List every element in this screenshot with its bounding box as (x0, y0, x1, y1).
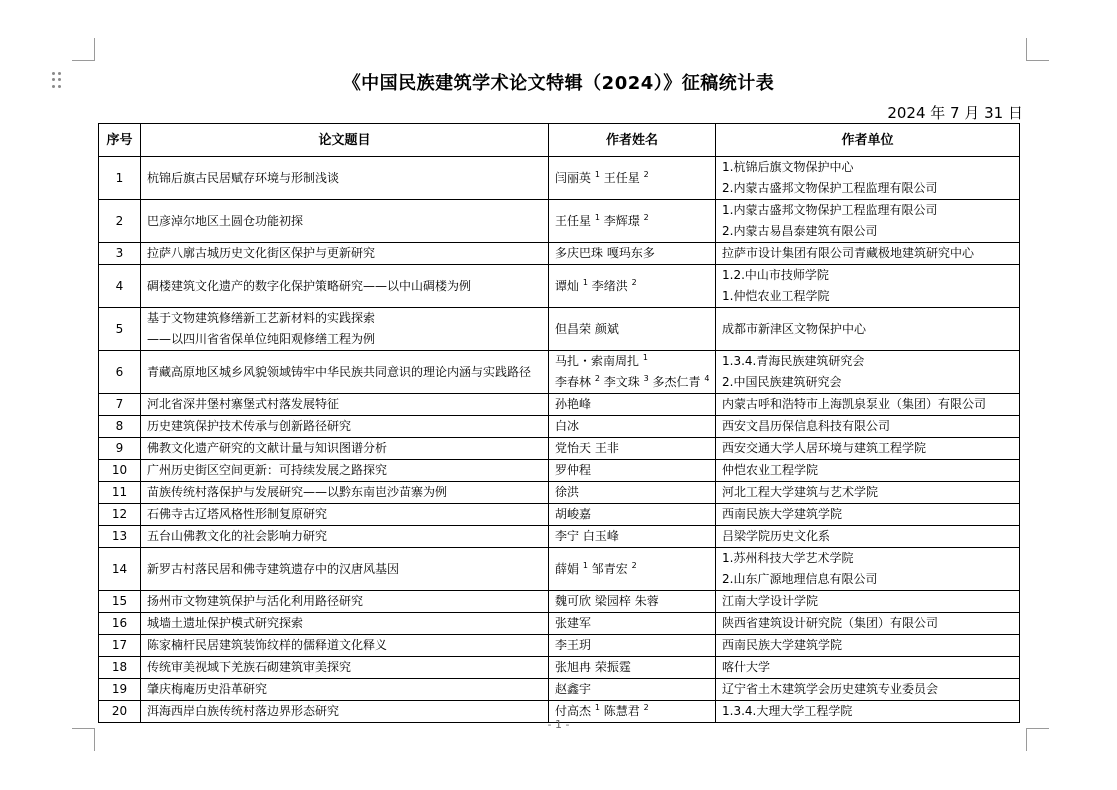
paper-title-line: 城墙土遗址保护模式研究探索 (147, 616, 304, 630)
author-name: 付高杰 (555, 704, 592, 718)
paper-title-line: 广州历史街区空间更新：可持续发展之路探究 (147, 463, 388, 477)
author-name: 徐洪 (555, 485, 580, 499)
author-affiliation-marker: 4 (704, 374, 710, 383)
paper-title (141, 157, 549, 200)
author-name: 嘎玛东多 (606, 246, 655, 260)
author-names (549, 635, 716, 657)
author-affiliation-marker: 1 (642, 353, 648, 362)
author-units (716, 460, 1020, 482)
table-row (99, 591, 1020, 613)
paper-title-line: 肇庆梅庵历史沿革研究 (147, 682, 268, 696)
paper-title-line: 巴彦淖尔地区土圆仓功能初探 (147, 213, 304, 228)
paper-title-line: 苗族传统村落保护与发展研究——以黔东南岜沙苗寨为例 (147, 485, 448, 499)
document-title: 《中国民族建筑学术论文特辑（2024）》征稿统计表 (342, 73, 775, 94)
paper-title (141, 613, 549, 635)
author-affiliation-marker: 1 (594, 703, 600, 712)
author-name: 多庆巴珠 (555, 246, 604, 260)
author-unit-line: 西安交通大学人居环境与建筑工程学院 (722, 441, 927, 455)
paper-title-line: 陈家楠杆民居建筑装饰纹样的儒释道文化释义 (147, 638, 388, 652)
author-affiliation-marker: 2 (594, 374, 600, 383)
author-units (716, 526, 1020, 548)
author-names (549, 438, 716, 460)
author-affiliation-marker: 1 (594, 169, 600, 179)
author-names (549, 657, 716, 679)
document-date: 2024 年 7 月 31 日 (887, 104, 1023, 122)
row-number: 5 (99, 308, 141, 351)
author-unit-line: 陕西省建筑设计研究院（集团）有限公司 (722, 616, 939, 630)
header-no: 序号 (99, 124, 141, 157)
author-line (555, 319, 709, 340)
paper-title-line: 五台山佛教文化的社会影响力研究 (147, 529, 328, 543)
row-number: 20 (99, 701, 141, 723)
submission-table (98, 123, 1020, 723)
author-affiliation-marker: 2 (643, 169, 649, 179)
author-line (555, 504, 709, 525)
author-name: 罗仲程 (555, 463, 592, 477)
author-line (555, 394, 709, 415)
author-line (555, 526, 709, 547)
author-line (555, 635, 709, 656)
author-units (716, 482, 1020, 504)
author-line (555, 438, 709, 459)
author-name: 李文珠 (603, 375, 640, 389)
author-unit-line: 2.中国民族建筑研究会 (722, 375, 842, 389)
author-unit-line: 2.内蒙古盛邦文物保护工程监理有限公司 (722, 181, 938, 195)
table-row (99, 482, 1020, 504)
row-number: 19 (99, 679, 141, 701)
row-number: 1 (99, 157, 141, 200)
author-line (555, 351, 709, 372)
author-name: 邹青宏 (591, 561, 628, 576)
row-number: 6 (99, 351, 141, 394)
author-units (716, 613, 1020, 635)
author-name: 张旭冉 (555, 660, 592, 674)
author-line (555, 416, 709, 437)
author-names (549, 200, 716, 243)
row-number: 9 (99, 438, 141, 460)
author-name: 白冰 (555, 419, 580, 433)
header-title: 论文题目 (141, 124, 549, 157)
author-line (555, 657, 709, 678)
table-row (99, 460, 1020, 482)
row-number: 12 (99, 504, 141, 526)
author-line (555, 460, 709, 481)
author-affiliation-marker: 2 (631, 560, 637, 570)
paper-title (141, 308, 549, 351)
paper-title (141, 200, 549, 243)
author-line (555, 276, 709, 297)
page-corner-mark-bottom-right (1026, 728, 1049, 751)
paper-title-line: 河北省深井堡村寨堡式村落发展特征 (147, 397, 340, 411)
author-unit-line: 仲恺农业工程学院 (722, 463, 819, 477)
author-units (716, 657, 1020, 679)
author-units (716, 265, 1020, 308)
author-unit-line: 拉萨市设计集团有限公司青藏极地建筑研究中心 (722, 246, 975, 260)
author-line (555, 679, 709, 700)
author-unit-line: 河北工程大学建筑与艺术学院 (722, 485, 879, 499)
row-number: 11 (99, 482, 141, 504)
author-unit-line: 喀什大学 (722, 660, 771, 674)
paper-title-line: 杭锦后旗古民居赋存环境与形制浅谈 (147, 170, 340, 185)
author-unit-line: 西安文昌历保信息科技有限公司 (722, 419, 891, 433)
paper-title-line: 洱海西岸白族传统村落边界形态研究 (147, 704, 340, 718)
author-name: 梁园梓 (594, 594, 631, 608)
author-affiliation-marker: 1 (582, 277, 588, 287)
paper-title-line: 新罗古村落民居和佛寺建筑遗存中的汉唐风基因 (147, 561, 400, 576)
table-row (99, 679, 1020, 701)
author-unit-line: 江南大学设计学院 (722, 594, 819, 608)
paper-title-line: 历史建筑保护技术传承与创新路径研究 (147, 419, 352, 433)
paper-title (141, 243, 549, 265)
author-name: 但昌荣 (555, 321, 592, 336)
author-units (716, 591, 1020, 613)
table-row (99, 308, 1020, 351)
paper-title (141, 679, 549, 701)
author-unit-line: 西南民族大学建筑学院 (722, 507, 843, 521)
author-unit-line: 西南民族大学建筑学院 (722, 638, 843, 652)
author-name: 多杰仁青 (652, 375, 701, 389)
header-authors: 作者姓名 (549, 124, 716, 157)
author-line (555, 243, 709, 264)
paper-title (141, 460, 549, 482)
author-names (549, 394, 716, 416)
author-units (716, 416, 1020, 438)
author-name: 张建军 (555, 616, 592, 630)
author-unit-line: 1.3.4.青海民族建筑研究会 (722, 354, 865, 368)
author-units (716, 504, 1020, 526)
author-units (716, 548, 1020, 591)
paper-title (141, 504, 549, 526)
paper-title-line: 扬州市文物建筑保护与活化利用路径研究 (147, 594, 364, 608)
author-units (716, 351, 1020, 394)
author-name: 颜斌 (594, 321, 619, 336)
page-corner-mark-top-right (1026, 38, 1049, 61)
row-number: 2 (99, 200, 141, 243)
author-line (555, 372, 709, 393)
author-unit-line: 2.内蒙古易昌泰建筑有限公司 (722, 224, 878, 238)
author-names (549, 265, 716, 308)
header-units: 作者单位 (716, 124, 1020, 157)
paper-title-line: ——以四川省省保单位纯阳观修缮工程为例 (147, 332, 376, 346)
author-line (555, 591, 709, 612)
author-name: 李王玥 (555, 638, 592, 652)
author-unit-line: 吕梁学院历史文化系 (722, 529, 831, 543)
paper-title (141, 265, 549, 308)
author-units (716, 394, 1020, 416)
paper-title (141, 482, 549, 504)
author-units (716, 679, 1020, 701)
author-name: 王任星 (555, 213, 592, 228)
author-units (716, 243, 1020, 265)
paper-title-line: 石佛寺古辽塔风格性形制复原研究 (147, 507, 328, 521)
paper-title (141, 526, 549, 548)
table-row (99, 157, 1020, 200)
author-name: 孙艳峰 (555, 397, 592, 411)
author-names (549, 526, 716, 548)
paper-title (141, 635, 549, 657)
paper-title-line: 青藏高原地区城乡风貌领域铸牢中华民族共同意识的理论内涵与实践路径 (147, 364, 532, 379)
row-number: 15 (99, 591, 141, 613)
table-body (99, 157, 1020, 723)
author-names (549, 482, 716, 504)
author-name: 赵鑫宇 (555, 682, 592, 696)
author-affiliation-marker: 2 (643, 212, 649, 222)
author-name: 谭灿 (555, 278, 580, 293)
author-units (716, 438, 1020, 460)
author-name: 马扎・索南周扎 (555, 354, 640, 368)
author-line (555, 211, 709, 232)
author-line (555, 168, 709, 189)
author-line (555, 613, 709, 634)
author-names (549, 548, 716, 591)
paper-title-line: 传统审美视域下羌族石砌建筑审美探究 (147, 660, 352, 674)
author-names (549, 679, 716, 701)
author-name: 李宁 (555, 529, 580, 543)
paper-title-line: 拉萨八廓古城历史文化街区保护与更新研究 (147, 246, 376, 260)
row-number: 16 (99, 613, 141, 635)
paper-title (141, 548, 549, 591)
author-unit-line: 1.内蒙古盛邦文物保护工程监理有限公司 (722, 203, 938, 217)
table-row (99, 548, 1020, 591)
row-number: 10 (99, 460, 141, 482)
paper-title-line: 基于文物建筑修缮新工艺新材料的实践探索 (147, 311, 376, 325)
author-unit-line: 成都市新津区文物保护中心 (722, 321, 867, 336)
author-name: 闫丽英 (555, 170, 592, 185)
author-names (549, 504, 716, 526)
author-units (716, 635, 1020, 657)
paper-title (141, 351, 549, 394)
author-unit-line: 1.3.4.大理大学工程学院 (722, 704, 853, 718)
author-name: 荣振霆 (594, 660, 631, 674)
author-unit-line: 辽宁省土木建筑学会历史建筑专业委员会 (722, 682, 939, 696)
table-row (99, 613, 1020, 635)
author-affiliation-marker: 2 (631, 277, 637, 287)
author-unit-line: 1.杭锦后旗文物保护中心 (722, 160, 854, 174)
table-row (99, 243, 1020, 265)
author-unit-line: 1.仲恺农业工程学院 (722, 289, 830, 303)
author-names (549, 157, 716, 200)
table-row (99, 526, 1020, 548)
paper-title (141, 416, 549, 438)
row-number: 13 (99, 526, 141, 548)
author-unit-line: 内蒙古呼和浩特市上海凯泉泵业（集团）有限公司 (722, 397, 987, 411)
author-affiliation-marker: 2 (643, 703, 649, 712)
author-names (549, 591, 716, 613)
author-names (549, 243, 716, 265)
row-number: 3 (99, 243, 141, 265)
author-name: 陈慧君 (603, 704, 640, 718)
page-corner-mark-bottom-left (72, 728, 95, 751)
author-name: 薛娟 (555, 561, 580, 576)
table-row (99, 635, 1020, 657)
author-affiliation-marker: 1 (582, 560, 588, 570)
author-name: 白玉峰 (582, 529, 619, 543)
paper-title (141, 394, 549, 416)
author-unit-line: 1.2.中山市技师学院 (722, 268, 829, 282)
author-names (549, 416, 716, 438)
author-names (549, 460, 716, 482)
author-line (555, 482, 709, 503)
author-name: 胡峻嘉 (555, 507, 592, 521)
author-name: 朱蓉 (634, 594, 659, 608)
paper-title (141, 657, 549, 679)
row-number: 17 (99, 635, 141, 657)
author-line (555, 559, 709, 580)
table-row (99, 351, 1020, 394)
paper-title (141, 438, 549, 460)
author-name: 王任星 (603, 170, 640, 185)
table-header-row (99, 124, 1020, 157)
author-units (716, 157, 1020, 200)
row-number: 8 (99, 416, 141, 438)
row-number: 4 (99, 265, 141, 308)
author-unit-line: 1.苏州科技大学艺术学院 (722, 551, 854, 565)
page-number: - 1 - (547, 718, 570, 731)
author-units (716, 308, 1020, 351)
row-number: 7 (99, 394, 141, 416)
table-row (99, 416, 1020, 438)
author-unit-line: 2.山东广源地理信息有限公司 (722, 572, 878, 586)
author-name: 王非 (594, 441, 619, 455)
author-names (549, 351, 716, 394)
author-name: 李绪洪 (591, 278, 628, 293)
author-name: 李春林 (555, 375, 592, 389)
table-row (99, 504, 1020, 526)
paper-title-line: 碉楼建筑文化遗产的数字化保护策略研究——以中山碉楼为例 (147, 278, 472, 293)
table-row (99, 438, 1020, 460)
author-name: 李辉璟 (603, 213, 640, 228)
paper-title-line: 佛教文化遗产研究的文献计量与知识图谱分析 (147, 441, 388, 455)
paper-title (141, 591, 549, 613)
author-names (549, 308, 716, 351)
author-name: 魏可欣 (555, 594, 592, 608)
table-row (99, 657, 1020, 679)
row-number: 14 (99, 548, 141, 591)
author-name: 党怡天 (555, 441, 592, 455)
row-number: 18 (99, 657, 141, 679)
table-row (99, 394, 1020, 416)
author-names (549, 613, 716, 635)
table-row (99, 200, 1020, 243)
author-affiliation-marker: 1 (594, 212, 600, 222)
table-row (99, 265, 1020, 308)
author-affiliation-marker: 3 (643, 374, 649, 383)
page-corner-mark-top-left (72, 38, 95, 61)
author-units (716, 200, 1020, 243)
